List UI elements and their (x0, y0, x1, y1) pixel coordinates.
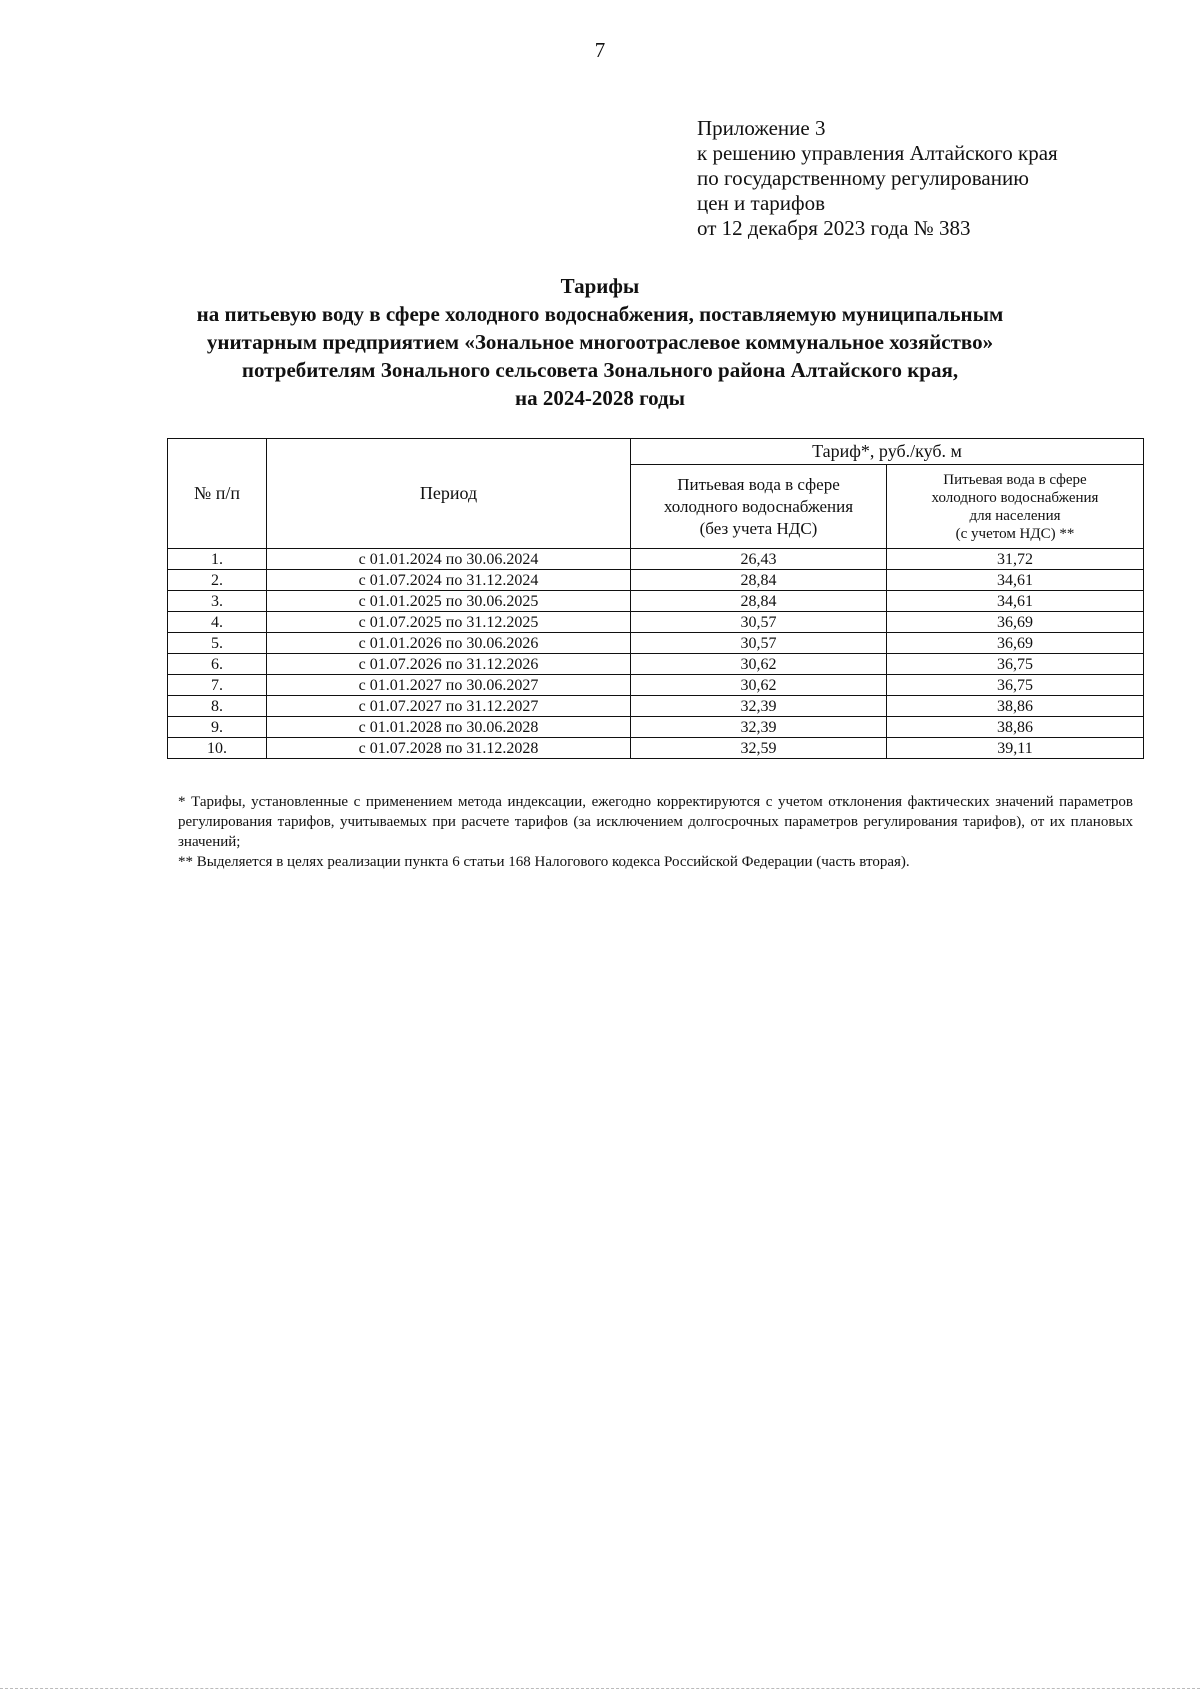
row-tariff-without-vat: 28,84 (631, 570, 887, 591)
header-tariff-without-vat (631, 465, 887, 549)
row-tariff-with-vat: 36,69 (887, 612, 1144, 633)
table-row (168, 675, 1144, 696)
table-row (168, 717, 1144, 738)
appendix-line: цен и тарифов (697, 191, 826, 215)
row-tariff-with-vat: 39,11 (887, 738, 1144, 759)
row-period: с 01.07.2024 по 31.12.2024 (267, 570, 631, 591)
row-period: с 01.07.2026 по 31.12.2026 (267, 654, 631, 675)
row-tariff-with-vat: 31,72 (887, 549, 1144, 570)
row-tariff-without-vat: 30,62 (631, 654, 887, 675)
table-row (168, 549, 1144, 570)
row-tariff-without-vat: 30,62 (631, 675, 887, 696)
row-number: 7. (168, 675, 267, 696)
table-row (168, 570, 1144, 591)
appendix-line: по государственному регулированию (697, 166, 1029, 190)
table-row (168, 591, 1144, 612)
row-tariff-with-vat: 36,69 (887, 633, 1144, 654)
row-period: с 01.07.2027 по 31.12.2027 (267, 696, 631, 717)
row-tariff-without-vat: 32,39 (631, 696, 887, 717)
title-line: Тарифы (560, 274, 640, 298)
header-line: Питьевая вода в сфере (677, 474, 840, 494)
row-tariff-without-vat: 32,39 (631, 717, 887, 738)
header-line: холодного водоснабжения (931, 489, 1099, 506)
row-period: с 01.07.2025 по 31.12.2025 (267, 612, 631, 633)
row-period: с 01.07.2028 по 31.12.2028 (267, 738, 631, 759)
row-period: с 01.01.2027 по 30.06.2027 (267, 675, 631, 696)
appendix-line: к решению управления Алтайского края (697, 141, 1058, 165)
row-tariff-with-vat: 36,75 (887, 654, 1144, 675)
table-row (168, 633, 1144, 654)
header-line: (без учета НДС) (699, 518, 818, 538)
row-number: 5. (168, 633, 267, 654)
row-number: 4. (168, 612, 267, 633)
header-tariff-group: Тариф*, руб./куб. м (631, 439, 1144, 465)
row-number: 6. (168, 654, 267, 675)
header-period: Период (267, 439, 631, 549)
footnote-indexation: * Тарифы, установленные с применением метода индексации, ежегодно корректируются с учетом отклонения фактических значений параметров регулирования тарифов, учитываемых при расчете тарифов (за исключением долгосрочных параметров регулирования тарифов), от их плановых значений; (178, 794, 1133, 850)
row-number: 1. (168, 549, 267, 570)
row-tariff-without-vat: 32,59 (631, 738, 887, 759)
row-tariff-with-vat: 38,86 (887, 696, 1144, 717)
table-row (168, 738, 1144, 759)
row-tariff-with-vat: 34,61 (887, 570, 1144, 591)
row-period: с 01.01.2025 по 30.06.2025 (267, 591, 631, 612)
header-line: холодного водоснабжения (663, 496, 854, 516)
footnote-vat: ** Выделяется в целях реализации пункта 6 статьи 168 Налогового кодекса Российской Федерации (часть вторая). (178, 854, 910, 870)
row-tariff-with-vat: 34,61 (887, 591, 1144, 612)
title-line: на питьевую воду в сфере холодного водоснабжения, поставляемую муниципальным (196, 302, 1004, 326)
row-number: 10. (168, 738, 267, 759)
table-row (168, 696, 1144, 717)
row-number: 8. (168, 696, 267, 717)
appendix-line: от 12 декабря 2023 года № 383 (697, 216, 971, 240)
row-tariff-with-vat: 36,75 (887, 675, 1144, 696)
row-tariff-without-vat: 30,57 (631, 633, 887, 654)
appendix-line: Приложение 3 (697, 116, 826, 140)
row-tariff-with-vat: 38,86 (887, 717, 1144, 738)
header-line: для населения (969, 507, 1061, 524)
appendix-block (697, 116, 1167, 241)
tariff-table (167, 438, 1144, 759)
header-line: Питьевая вода в сфере (943, 471, 1087, 488)
row-period: с 01.01.2028 по 30.06.2028 (267, 717, 631, 738)
row-tariff-without-vat: 26,43 (631, 549, 887, 570)
header-line: (с учетом НДС) ** (955, 525, 1075, 542)
header-number: № п/п (168, 439, 267, 549)
title-line: потребителям Зонального сельсовета Зонального района Алтайского края, (241, 358, 959, 382)
row-tariff-without-vat: 30,57 (631, 612, 887, 633)
document-title (60, 272, 1140, 412)
row-number: 2. (168, 570, 267, 591)
table-row (168, 612, 1144, 633)
title-line: на 2024-2028 годы (514, 386, 686, 410)
footnotes (178, 792, 1133, 872)
row-number: 9. (168, 717, 267, 738)
row-period: с 01.01.2024 по 30.06.2024 (267, 549, 631, 570)
page-bottom-divider (0, 1688, 1200, 1689)
table-row (168, 654, 1144, 675)
header-tariff-with-vat (887, 465, 1144, 549)
page-number: 7 (594, 38, 606, 62)
row-number: 3. (168, 591, 267, 612)
title-line: унитарным предприятием «Зональное многоотраслевое коммунальное хозяйство» (206, 330, 994, 354)
row-tariff-without-vat: 28,84 (631, 591, 887, 612)
row-period: с 01.01.2026 по 30.06.2026 (267, 633, 631, 654)
